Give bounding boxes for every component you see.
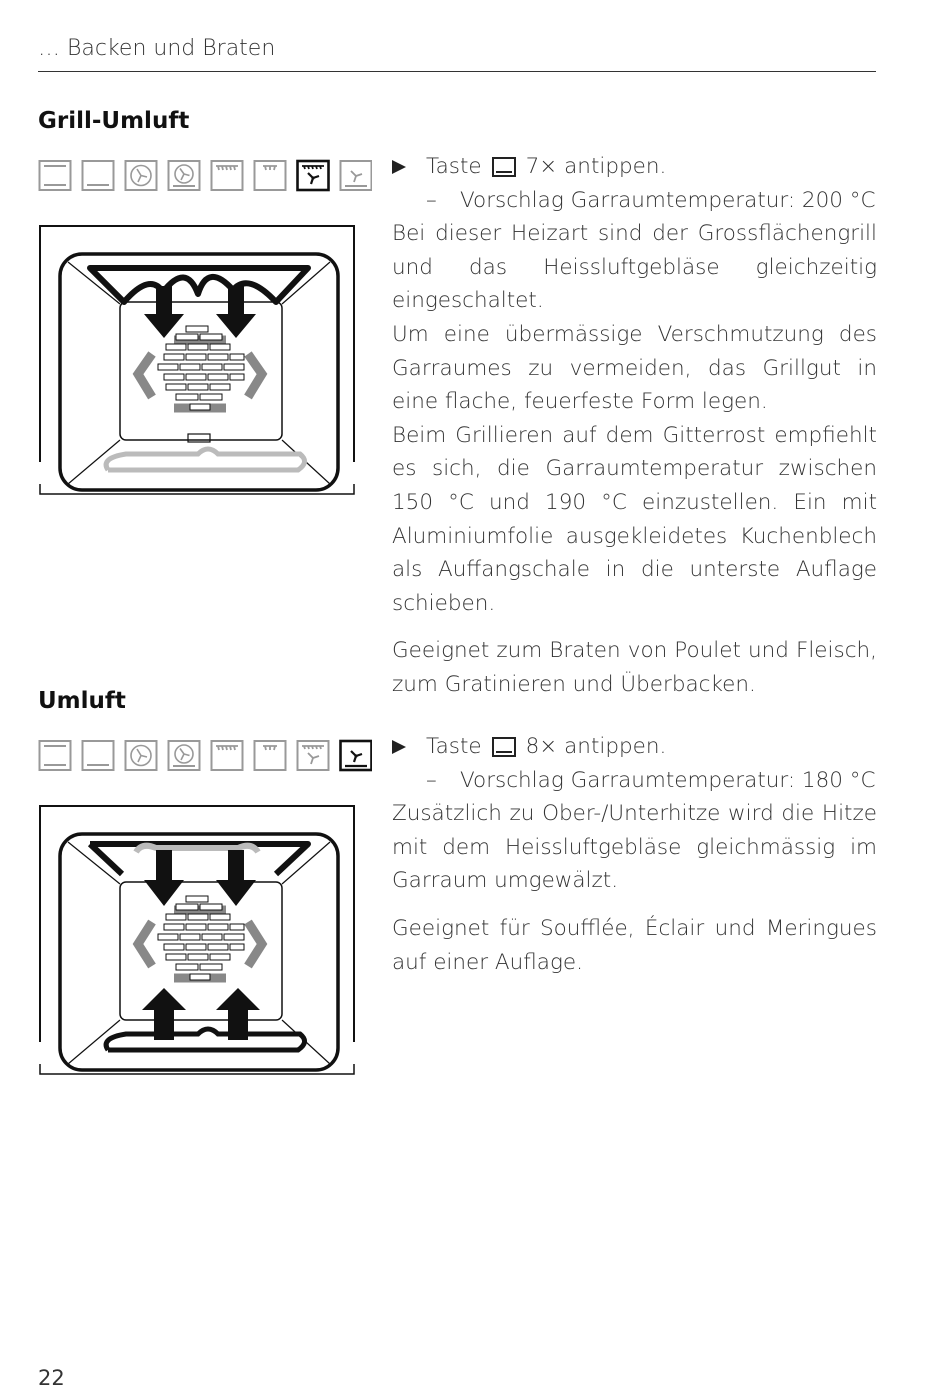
step-instruction: Taste 8× antippen.: [392, 730, 877, 764]
oven-diagram-umluft: [38, 802, 360, 1086]
paragraph: Zusätzlich zu Ober-/Unterhitze wird die Hitze mit dem Heissluftgebläse gleichmässig im Garraum umgewälzt.: [392, 801, 877, 894]
grill-small-icon: [255, 161, 286, 190]
page-number: 22: [38, 1366, 65, 1390]
grill-small-icon: [255, 741, 286, 770]
fan-icon: [126, 161, 157, 190]
text-umluft: [392, 730, 877, 979]
convection-icon: [341, 741, 372, 770]
grill-large-icon: [212, 161, 243, 190]
temperature-suggestion: – Vorschlag Garraumtemperatur: 200 °C: [426, 187, 876, 213]
paragraph: Um eine übermässige Verschmutzung des Garraumes zu vermeiden, das Grillgut in eine flache, feuerfeste Form legen.: [392, 321, 877, 415]
triangle-bullet-icon: [392, 160, 406, 174]
oven-key-icon: [492, 157, 516, 177]
paragraph: Beim Grillieren auf dem Gitterrost empfiehlt es sich, die Garraumtemperatur zwischen 150 °C und 190 °C einzustellen. Ein mit Aluminiumfolie ausgekleidetes Kuchenblech als Auffangschale in die unterste Auflage schieben.: [392, 422, 877, 616]
section-title-grill-umluft: Grill-Umluft: [38, 108, 190, 134]
fan-air-circulation: [138, 326, 262, 410]
oven-key-icon: [492, 737, 516, 757]
suitable-note: Geeignet für Soufflée, Éclair und Meringues auf einer Auflage.: [392, 915, 877, 975]
mode-strip-umluft: [38, 738, 372, 774]
oven-diagram-grill-umluft: [38, 222, 360, 506]
bottom-heat-icon: [83, 161, 114, 190]
grill-large-icon: [212, 741, 243, 770]
top-bottom-heat-icon: [40, 741, 71, 770]
fan-air-circulation: [138, 896, 262, 980]
bottom-heat-icon: [83, 741, 114, 770]
triangle-bullet-icon: [392, 740, 406, 754]
convection-icon: [341, 161, 372, 190]
step-instruction: Taste 7× antippen.: [392, 150, 877, 184]
grill-fan-icon: [298, 741, 329, 770]
fan-ring-icon: [169, 161, 200, 190]
grill-fan-icon: [298, 161, 329, 190]
mode-strip-grill-umluft: [38, 158, 372, 194]
temperature-suggestion: – Vorschlag Garraumtemperatur: 180 °C: [426, 767, 876, 793]
running-header: … Backen und Braten: [38, 36, 876, 72]
section-title-umluft: Umluft: [38, 688, 126, 714]
bottom-heater-on: [106, 1029, 304, 1050]
suitable-note: Geeignet zum Braten von Poulet und Fleisch, zum Gratinieren und Überbacken.: [392, 638, 877, 697]
bottom-heater-off: [106, 449, 304, 470]
top-heater-on: [90, 268, 308, 302]
text-grill-umluft: [392, 150, 877, 702]
top-bottom-heat-icon: [40, 161, 71, 190]
fan-icon: [126, 741, 157, 770]
fan-ring-icon: [169, 741, 200, 770]
paragraph: Bei dieser Heizart sind der Grossflächengrill und das Heissluftgebläse gleichzeitig eingeschaltet.: [392, 221, 877, 314]
